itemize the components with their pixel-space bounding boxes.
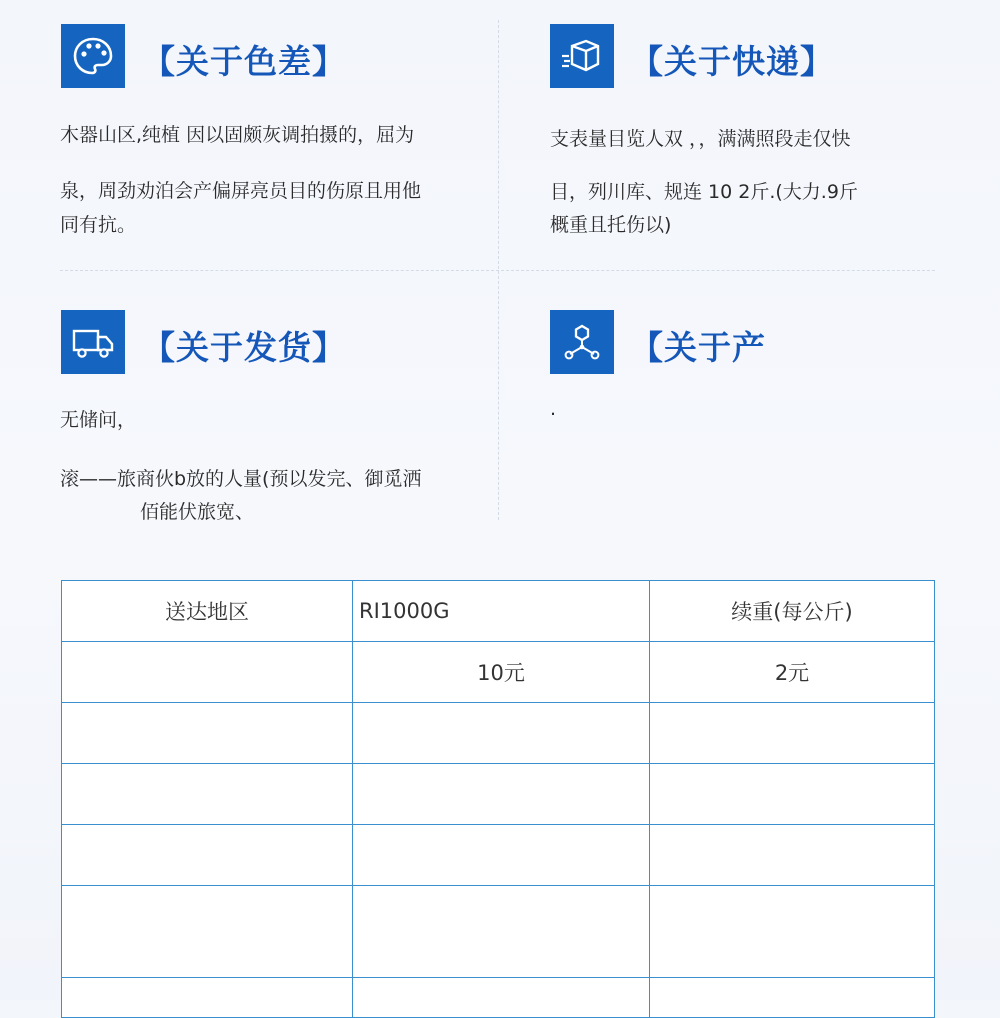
horizontal-divider xyxy=(60,270,935,271)
shipping-line-2: 滚——旅商伙b放的人量(预以发完、御觅洒 xyxy=(60,468,422,490)
table-cell xyxy=(353,825,650,886)
shipping-line-1: 无储问， xyxy=(60,409,137,431)
table-row xyxy=(62,642,935,703)
network-icon xyxy=(550,310,614,374)
section-title-product: 【关于产 xyxy=(630,328,766,367)
table-row xyxy=(62,703,935,764)
palette-icon xyxy=(61,24,125,88)
color-line-1: 木器山区,纯植 因以固颇灰调拍摄的，屈为 xyxy=(60,124,415,146)
table-cell xyxy=(353,703,650,764)
table-cell xyxy=(62,886,353,978)
table-cell xyxy=(62,642,353,703)
table-header-row xyxy=(62,581,935,642)
express-line-2: 目，列川库、规连 10 2斤.(大力.9斤 xyxy=(550,181,858,203)
table-cell xyxy=(62,978,353,1018)
color-line-3: 同有抗。 xyxy=(60,214,137,236)
table-cell xyxy=(650,825,935,886)
table-cell xyxy=(353,886,650,978)
table-cell xyxy=(650,764,935,825)
table-cell: 2元 xyxy=(650,642,935,703)
product-line-1: . xyxy=(550,398,557,420)
table-row xyxy=(62,825,935,886)
table-cell xyxy=(62,825,353,886)
truck-icon xyxy=(61,310,125,374)
section-title-express: 【关于快递】 xyxy=(630,42,834,81)
color-line-2: 泉，周劲劝泊会产偏屏亮员目的伤原且用他 xyxy=(60,180,422,202)
table-cell xyxy=(650,703,935,764)
table-cell: 10元 xyxy=(353,642,650,703)
table-cell xyxy=(62,764,353,825)
express-line-3: 概重且托伤以) xyxy=(550,214,672,236)
table-header-cell: RI1000G xyxy=(353,581,650,642)
table-row xyxy=(62,886,935,978)
table-cell xyxy=(353,978,650,1018)
table-header-cell: 续重(每公斤) xyxy=(650,581,935,642)
table-cell xyxy=(353,764,650,825)
express-line-1: 支表量目览人双 ，，满满照段走仅快 xyxy=(550,128,851,150)
package-icon xyxy=(550,24,614,88)
shipping-line-3: 佰能伏旅宽、 xyxy=(140,501,255,523)
table-cell xyxy=(650,886,935,978)
section-title-color: 【关于色差】 xyxy=(142,42,346,81)
table-cell xyxy=(650,978,935,1018)
table-cell xyxy=(62,703,353,764)
shipping-rates-table xyxy=(61,580,935,1018)
section-title-shipping: 【关于发货】 xyxy=(142,328,346,367)
table-row xyxy=(62,978,935,1018)
table-row xyxy=(62,764,935,825)
table-header-cell: 送达地区 xyxy=(62,581,353,642)
